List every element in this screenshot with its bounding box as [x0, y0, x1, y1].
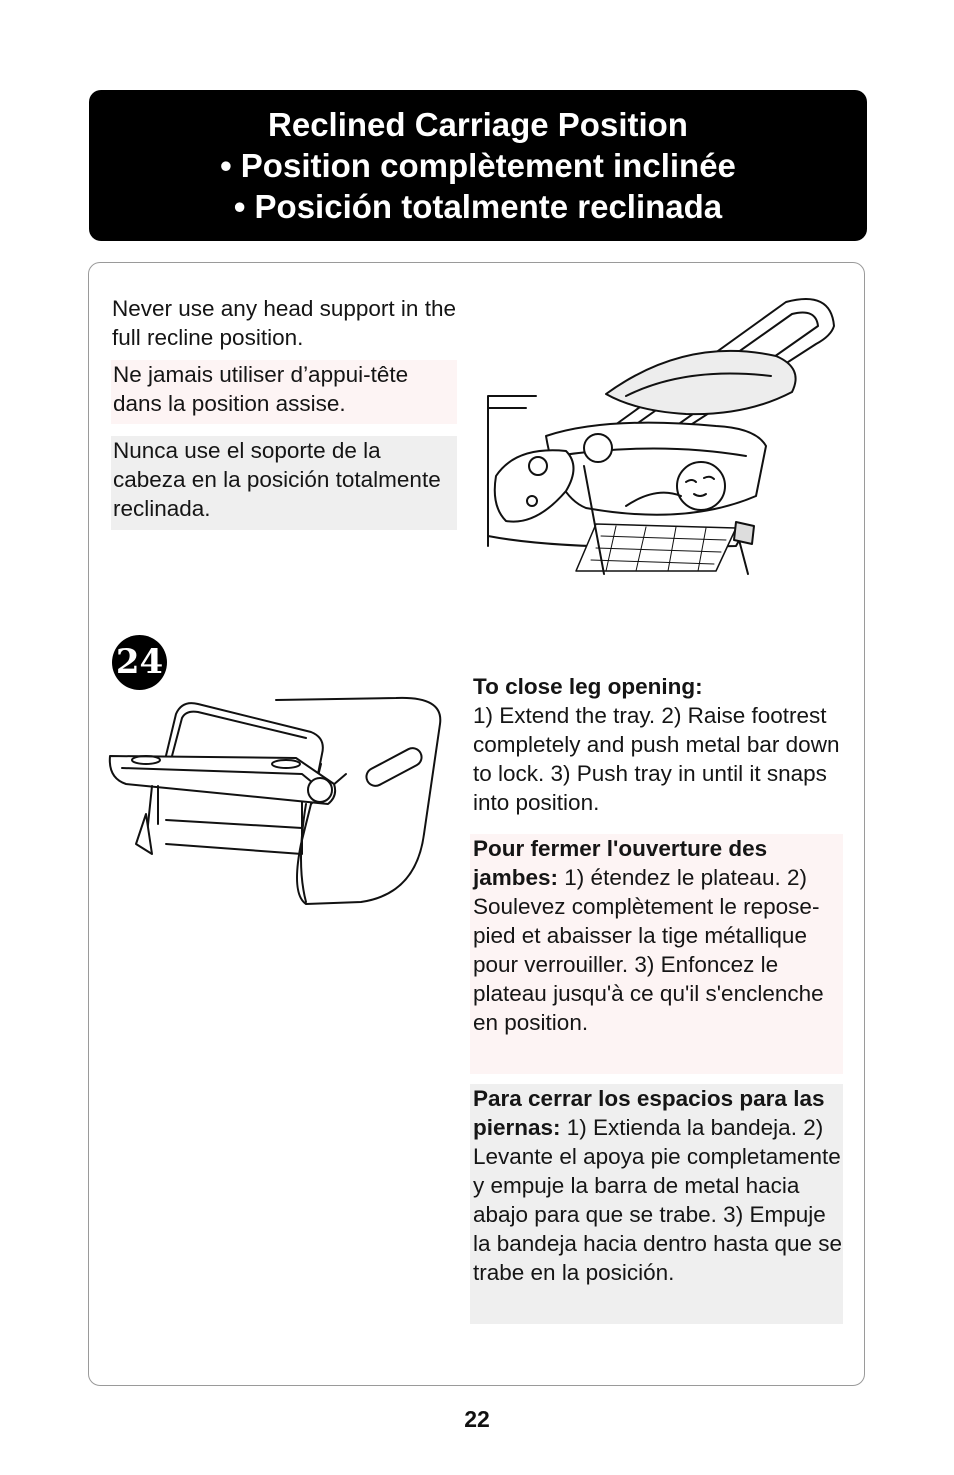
tray-footrest-illustration	[106, 694, 446, 914]
step-body-en: 1) Extend the tray. 2) Raise footrest completely and push metal bar down to lock. 3) Push tray in until it snaps into position.	[473, 703, 840, 815]
step-instructions-en	[473, 672, 845, 817]
reclined-stroller-illustration	[486, 296, 838, 576]
step-body-fr: 1) étendez le plateau. 2) Soulevez complètement le repose-pied et abaisser la tige métallique pour verrouiller. 3) Enfoncez le plateau jusqu'à ce qu'il s'enclenche en position.	[473, 865, 824, 1035]
step-instructions-es	[470, 1084, 843, 1324]
section-header	[89, 90, 867, 241]
step-heading-en: To close leg opening:	[473, 674, 703, 699]
step-instructions-fr	[470, 834, 843, 1074]
step-body-es: 1) Extienda la bandeja. 2) Levante el apoya pie completamente y empuje la barra de metal hacia abajo para que se trabe. 3) Empuje la bandeja hacia dentro hasta que se trabe en la posición.	[473, 1115, 843, 1285]
step-heading-fr: Pour fermer l'ouverture des jambes:	[473, 836, 768, 890]
step-number-badge: 24	[112, 635, 167, 690]
warning-es: Nunca use el soporte de la cabeza en la posición totalmente reclinada.	[111, 436, 457, 530]
warning-fr: Ne jamais utiliser d’appui-tête dans la position assise.	[111, 360, 457, 424]
header-title-en: Reclined Carriage Position	[268, 106, 688, 143]
header-title-es: • Posición totalmente reclinada	[233, 188, 723, 225]
page-number: 22	[464, 1406, 490, 1432]
header-title-fr: • Position complètement inclinée	[220, 147, 736, 184]
step-heading-es: Para cerrar los espacios para las piernas:	[473, 1086, 825, 1140]
warning-en: Never use any head support in the full recline position.	[112, 296, 456, 350]
